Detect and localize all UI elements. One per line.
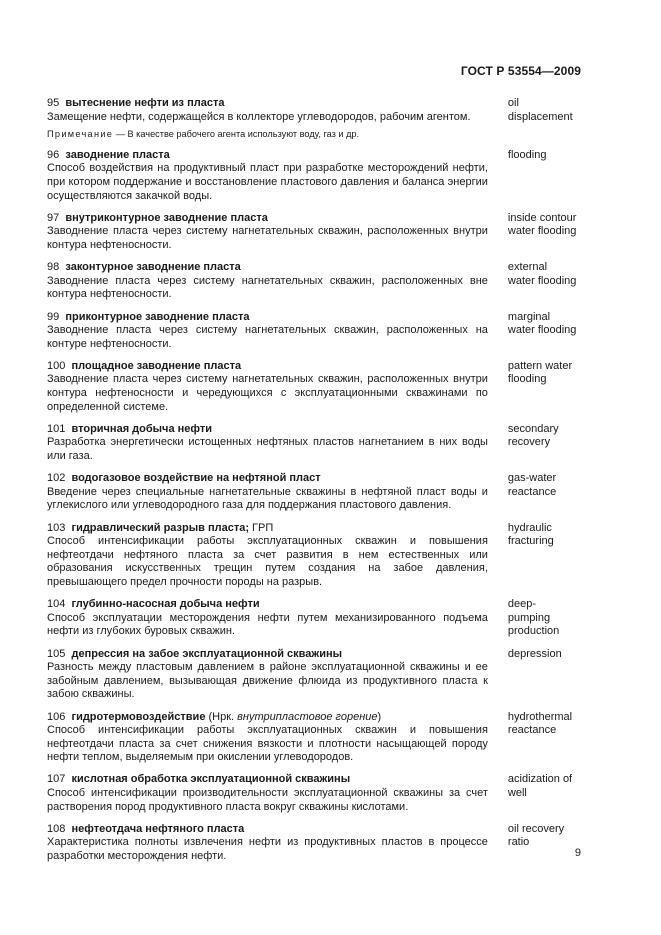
term-en	[508, 472, 587, 513]
page-number: 9	[574, 847, 581, 859]
term-number: 100	[47, 359, 66, 372]
term-definition: Разность между пластовым давлением в районе эксплуатационной скважины и ее забойным давлением, вызывающая движение флюида из продуктивного пласта к забою скважины.	[47, 661, 488, 701]
term-number: 106	[47, 710, 66, 723]
term-heading	[47, 423, 488, 437]
term-qualifier-italic: внутрипластовое горение	[237, 710, 378, 723]
term-heading	[47, 522, 488, 536]
term-ru	[47, 149, 488, 203]
term-ru	[47, 97, 488, 140]
term-definition: Заводнение пласта через систему нагнетательных скважин, расположенных вне контура нефтеносности.	[47, 274, 488, 301]
term-number: 97	[47, 211, 60, 224]
term-definition: Введение через специальные нагнетательные скважины в нефтяной пласт воды и углекислого или углеводородного газа для поддержания пластового давления.	[47, 485, 488, 512]
term-number: 104	[47, 598, 66, 611]
term-number: 96	[47, 148, 60, 161]
term-number: 95	[47, 97, 60, 109]
term-entry-100	[47, 360, 587, 414]
term-en	[508, 522, 587, 590]
term-qualifier: (Нрк.	[205, 710, 238, 723]
term-en-line: reactance	[507, 485, 557, 498]
term-name: вторичная добыча нефти	[71, 422, 213, 435]
term-en	[508, 261, 587, 302]
document-header: ГОСТ Р 53554—2009	[460, 64, 581, 78]
term-ru	[47, 360, 488, 414]
term-name: вытеснение нефти из пласта	[65, 97, 225, 109]
term-en-line: water flooding	[507, 324, 577, 337]
term-en-line: inside contour	[507, 211, 577, 224]
term-ru	[47, 311, 488, 352]
term-en-line: external	[507, 261, 548, 274]
term-en-line: flooding	[507, 148, 547, 161]
term-name: кислотная обработка эксплуатационной скважины	[71, 773, 351, 786]
term-name: глубинно-насосная добыча нефти	[71, 598, 260, 611]
term-entry-99	[47, 311, 587, 352]
term-en	[508, 360, 587, 414]
term-en-line: gas-water	[507, 472, 557, 485]
term-en	[508, 149, 587, 203]
term-heading	[47, 823, 488, 837]
term-ru	[47, 472, 488, 513]
term-definition: Характеристика полноты извлечения нефти из продуктивных пластов в процессе разработки месторождения нефти.	[47, 836, 488, 863]
term-ru	[47, 598, 488, 639]
term-entry-106	[47, 711, 587, 765]
term-definition: Способ интенсификации работы эксплуатационных скважин и повышения нефтеотдачи нефтяного пласта за счет развития в нем естественных или образования искусственных трещин путем создания на забое давления, превышающего предел прочности породы на разрыв.	[47, 535, 488, 588]
term-en-line: flooding	[507, 373, 547, 386]
term-ru	[47, 773, 488, 814]
term-heading	[47, 773, 488, 787]
term-heading	[47, 212, 488, 226]
term-en-line: fracturing	[507, 535, 554, 548]
term-number: 102	[47, 472, 66, 485]
term-entry-104	[47, 598, 587, 639]
term-name: приконтурное заводнение пласта	[65, 310, 250, 323]
term-name: депрессия на забое эксплуатационной скважины	[71, 647, 342, 660]
term-heading	[47, 149, 488, 163]
term-ru	[47, 823, 488, 864]
term-en-line: pumping	[507, 611, 551, 624]
term-definition: Способ эксплуатации месторождения нефти путем механизированного подъема нефти из глубоких буровых скважин.	[47, 611, 488, 638]
term-definition: Способ воздействия на продуктивный пласт при разработке месторождений нефти, при котором поддержание и восстановление пластового давления и баланса энергии осуществляются закачкой воды.	[47, 162, 488, 202]
term-entry-98	[47, 261, 587, 302]
term-definition: Замещение нефти, содержащейся в коллекторе углеводородов, рабочим агентом.	[47, 110, 471, 123]
term-entry-105	[47, 648, 587, 702]
term-en	[508, 311, 587, 352]
term-en	[508, 598, 587, 639]
term-definition: Способ интенсификации производительности эксплуатационной скважины за счет растворения пород продуктивного пласта вокруг скважины кислотами.	[47, 787, 488, 813]
term-entry-103	[47, 522, 587, 590]
term-en-line: hydraulic	[507, 521, 552, 534]
term-en-line: production	[507, 625, 560, 638]
term-number: 98	[47, 261, 60, 274]
term-name: нефтеотдача нефтяного пласта	[71, 822, 245, 835]
term-en-line: water flooding	[507, 274, 577, 287]
term-definition: Заводнение пласта через систему нагнетательных скважин, расположенных на контуре нефтеносности.	[47, 324, 488, 350]
term-qualifier: ГРП	[248, 521, 274, 534]
term-number: 107	[47, 773, 66, 786]
term-number: 103	[47, 521, 66, 534]
term-heading	[47, 311, 488, 325]
term-heading	[47, 472, 488, 486]
term-heading	[47, 648, 488, 662]
term-definition: Способ интенсификации работы эксплуатационных скважин и повышения нефтеотдачи пласта за счет снижения вязкости и плотности насыщающей породу нефти теплом, выделяемым при окислении углеводородов.	[47, 724, 488, 764]
term-entry-97	[47, 212, 587, 253]
term-heading	[47, 360, 488, 374]
term-ru	[47, 522, 488, 590]
term-number: 105	[47, 647, 66, 660]
term-name: гидротермовоздействие	[71, 710, 206, 723]
term-en-line: recovery	[507, 436, 551, 449]
term-note	[47, 128, 488, 140]
term-en-line: marginal	[507, 310, 551, 323]
term-name: заводнение пласта	[65, 148, 170, 161]
term-entry-102	[47, 472, 587, 513]
term-en	[508, 773, 587, 814]
term-heading	[47, 711, 488, 725]
term-ru	[47, 261, 488, 302]
term-en-line: water flooding	[507, 225, 577, 238]
term-ru	[47, 423, 488, 464]
term-name: площадное заводнение пласта	[71, 359, 242, 372]
term-en-line: ratio	[507, 836, 530, 849]
note-label: Примечание	[47, 129, 114, 140]
term-en-line: secondary	[507, 422, 559, 435]
term-name: гидравлический разрыв пласта;	[71, 521, 249, 534]
term-en-line: well	[507, 787, 527, 800]
term-en-line: depression	[507, 647, 562, 660]
term-entry-107	[47, 773, 587, 814]
term-ru	[47, 648, 488, 702]
term-en	[508, 212, 587, 253]
term-en-line: deep-	[507, 598, 537, 611]
term-entry-95	[47, 97, 587, 140]
note-text: — В качестве рабочего агента используют воду, газ и др.	[113, 129, 360, 140]
term-en	[508, 711, 587, 765]
term-en-line: reactance	[507, 724, 557, 737]
term-en-line: hydrothermal	[507, 710, 573, 723]
term-number: 101	[47, 422, 66, 435]
term-entry-108	[47, 823, 587, 864]
term-en-line: acidization of	[507, 773, 573, 786]
term-en-line: oil	[507, 97, 519, 109]
term-en-line: displacement	[507, 110, 573, 123]
term-en	[508, 423, 587, 464]
term-heading	[47, 598, 488, 612]
term-heading	[47, 261, 488, 275]
term-name: законтурное заводнение пласта	[65, 261, 241, 274]
term-definition: Заводнение пласта через систему нагнетательных скважин, расположенных внутри контура нефтеносности и чередующихся с эксплуатационными скважинами по определенной системе.	[47, 373, 488, 413]
term-name: водогазовое воздействие на нефтяной пласт	[71, 472, 321, 485]
term-entry-96	[47, 149, 587, 203]
term-en	[508, 97, 587, 140]
term-en	[508, 648, 587, 702]
term-ru	[47, 212, 488, 253]
term-entry-101	[47, 423, 587, 464]
term-number: 108	[47, 822, 66, 835]
term-name: внутриконтурное заводнение пласта	[65, 211, 268, 224]
term-ru	[47, 711, 488, 765]
terms-list	[47, 97, 587, 872]
term-number: 99	[47, 310, 60, 323]
term-definition: Разработка энергетически истощенных нефтяных пластов нагнетанием в них воды или газа.	[47, 436, 488, 463]
term-definition: Заводнение пласта через систему нагнетательных скважин, расположенных внутри контура нефтеносности.	[47, 225, 488, 251]
term-en-line: pattern water	[507, 359, 573, 372]
term-en-line: oil recovery	[507, 822, 565, 835]
term-heading	[47, 97, 488, 111]
term-qualifier-end: )	[377, 710, 382, 723]
